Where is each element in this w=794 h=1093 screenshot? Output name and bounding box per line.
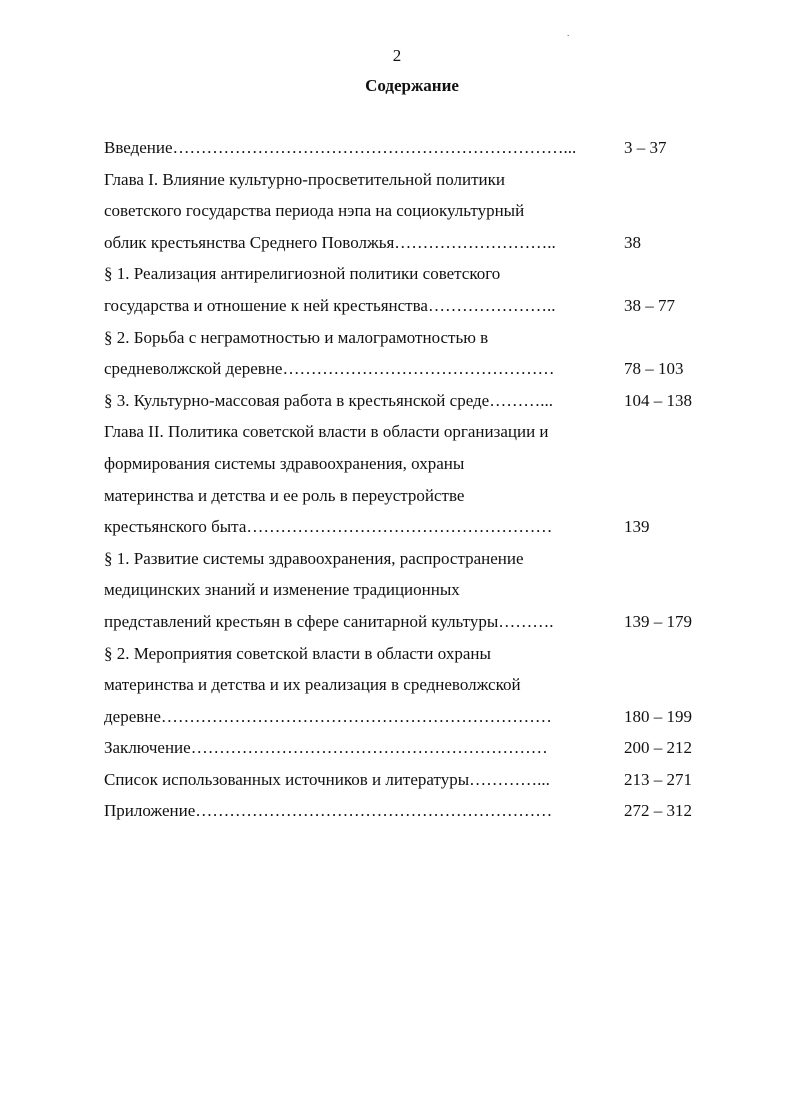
toc-line-text: § 2. Мероприятия советской власти в области охраны <box>104 643 491 663</box>
toc-line-chapter-2-cont <box>104 448 704 480</box>
corner-mark: . <box>567 28 570 38</box>
toc-line-text: Глава I. Влияние культурно-просветительной политики <box>104 169 505 189</box>
toc-line-text: Введение……………………………………………………………... <box>104 138 577 157</box>
toc-line-chapter-1-end <box>104 227 704 259</box>
toc-line-section-1-2-end <box>104 353 704 385</box>
toc-line-intro <box>104 132 704 164</box>
page-title: Содержание <box>365 76 459 95</box>
toc-line-section-1-3 <box>104 385 704 417</box>
toc-line-text: § 1. Реализация антирелигиозной политики советского <box>104 264 501 284</box>
toc-line-text: § 3. Культурно-массовая работа в крестьянской среде………... <box>104 390 553 410</box>
toc-line-text: формирования системы здравоохранения, охраны <box>104 453 465 473</box>
toc-line-section-2-1-end <box>104 606 704 638</box>
toc-line-text: Приложение……………………………………………………… <box>104 801 553 821</box>
toc-line-appendix <box>104 795 704 827</box>
toc-line-pages: 180 – 199 <box>624 706 692 726</box>
toc-line-pages: 78 – 103 <box>624 359 684 379</box>
toc-line-section-2-2-cont <box>104 669 704 701</box>
toc-line-chapter-2-cont-2 <box>104 480 704 512</box>
toc-line-text: деревне…………………………………………………………… <box>104 706 552 726</box>
table-of-contents <box>104 132 704 827</box>
toc-line-text: материнства и детства и их реализация в средневолжской <box>104 675 521 695</box>
toc-line-chapter-2-end <box>104 511 704 543</box>
toc-line-pages: 139 – 179 <box>624 611 692 631</box>
toc-line-pages: 38 – 77 <box>624 295 675 315</box>
toc-line-text: крестьянского быта……………………………………………… <box>104 517 553 537</box>
toc-line-chapter-2 <box>104 416 704 448</box>
toc-line-pages: 3 – 37 <box>624 138 667 157</box>
toc-line-text: медицинских знаний и изменение традиционных <box>104 580 460 600</box>
toc-line-text: советского государства периода нэпа на социокультурный <box>104 201 525 221</box>
toc-line-section-1-1 <box>104 258 704 290</box>
toc-line-chapter-1 <box>104 164 704 196</box>
toc-line-text: средневолжской деревне………………………………………… <box>104 359 555 379</box>
toc-line-pages: 272 – 312 <box>624 801 692 821</box>
toc-line-text: государства и отношение к ней крестьянства………………….. <box>104 295 556 315</box>
toc-line-pages: 104 – 138 <box>624 390 692 410</box>
toc-line-section-1-2 <box>104 322 704 354</box>
page-number: 2 <box>392 46 402 65</box>
toc-line-section-2-1 <box>104 543 704 575</box>
toc-line-section-1-1-end <box>104 290 704 322</box>
toc-line-pages: 200 – 212 <box>624 738 692 758</box>
toc-line-conclusion <box>104 732 704 764</box>
toc-line-text: Заключение……………………………………………………… <box>104 738 548 758</box>
toc-line-text: Список использованных источников и литературы…………... <box>104 769 550 789</box>
toc-line-section-2-2-end <box>104 701 704 733</box>
toc-line-text: Глава II. Политика советской власти в области организации и <box>104 422 549 442</box>
toc-line-chapter-1-cont <box>104 195 704 227</box>
toc-line-text: представлений крестьян в сфере санитарной культуры………. <box>104 611 554 631</box>
toc-line-pages: 213 – 271 <box>624 769 692 789</box>
toc-line-text: облик крестьянства Среднего Поволжья……………………….. <box>104 232 556 252</box>
toc-line-text: материнства и детства и ее роль в переустройстве <box>104 485 465 505</box>
toc-line-section-2-1-cont <box>104 574 704 606</box>
toc-line-references <box>104 764 704 796</box>
toc-line-pages: 139 <box>624 517 650 537</box>
toc-line-pages: 38 <box>624 232 641 252</box>
toc-line-text: § 2. Борьба с неграмотностью и малограмотностью в <box>104 327 489 347</box>
toc-line-text: § 1. Развитие системы здравоохранения, распространение <box>104 548 524 568</box>
toc-line-section-2-2 <box>104 638 704 670</box>
